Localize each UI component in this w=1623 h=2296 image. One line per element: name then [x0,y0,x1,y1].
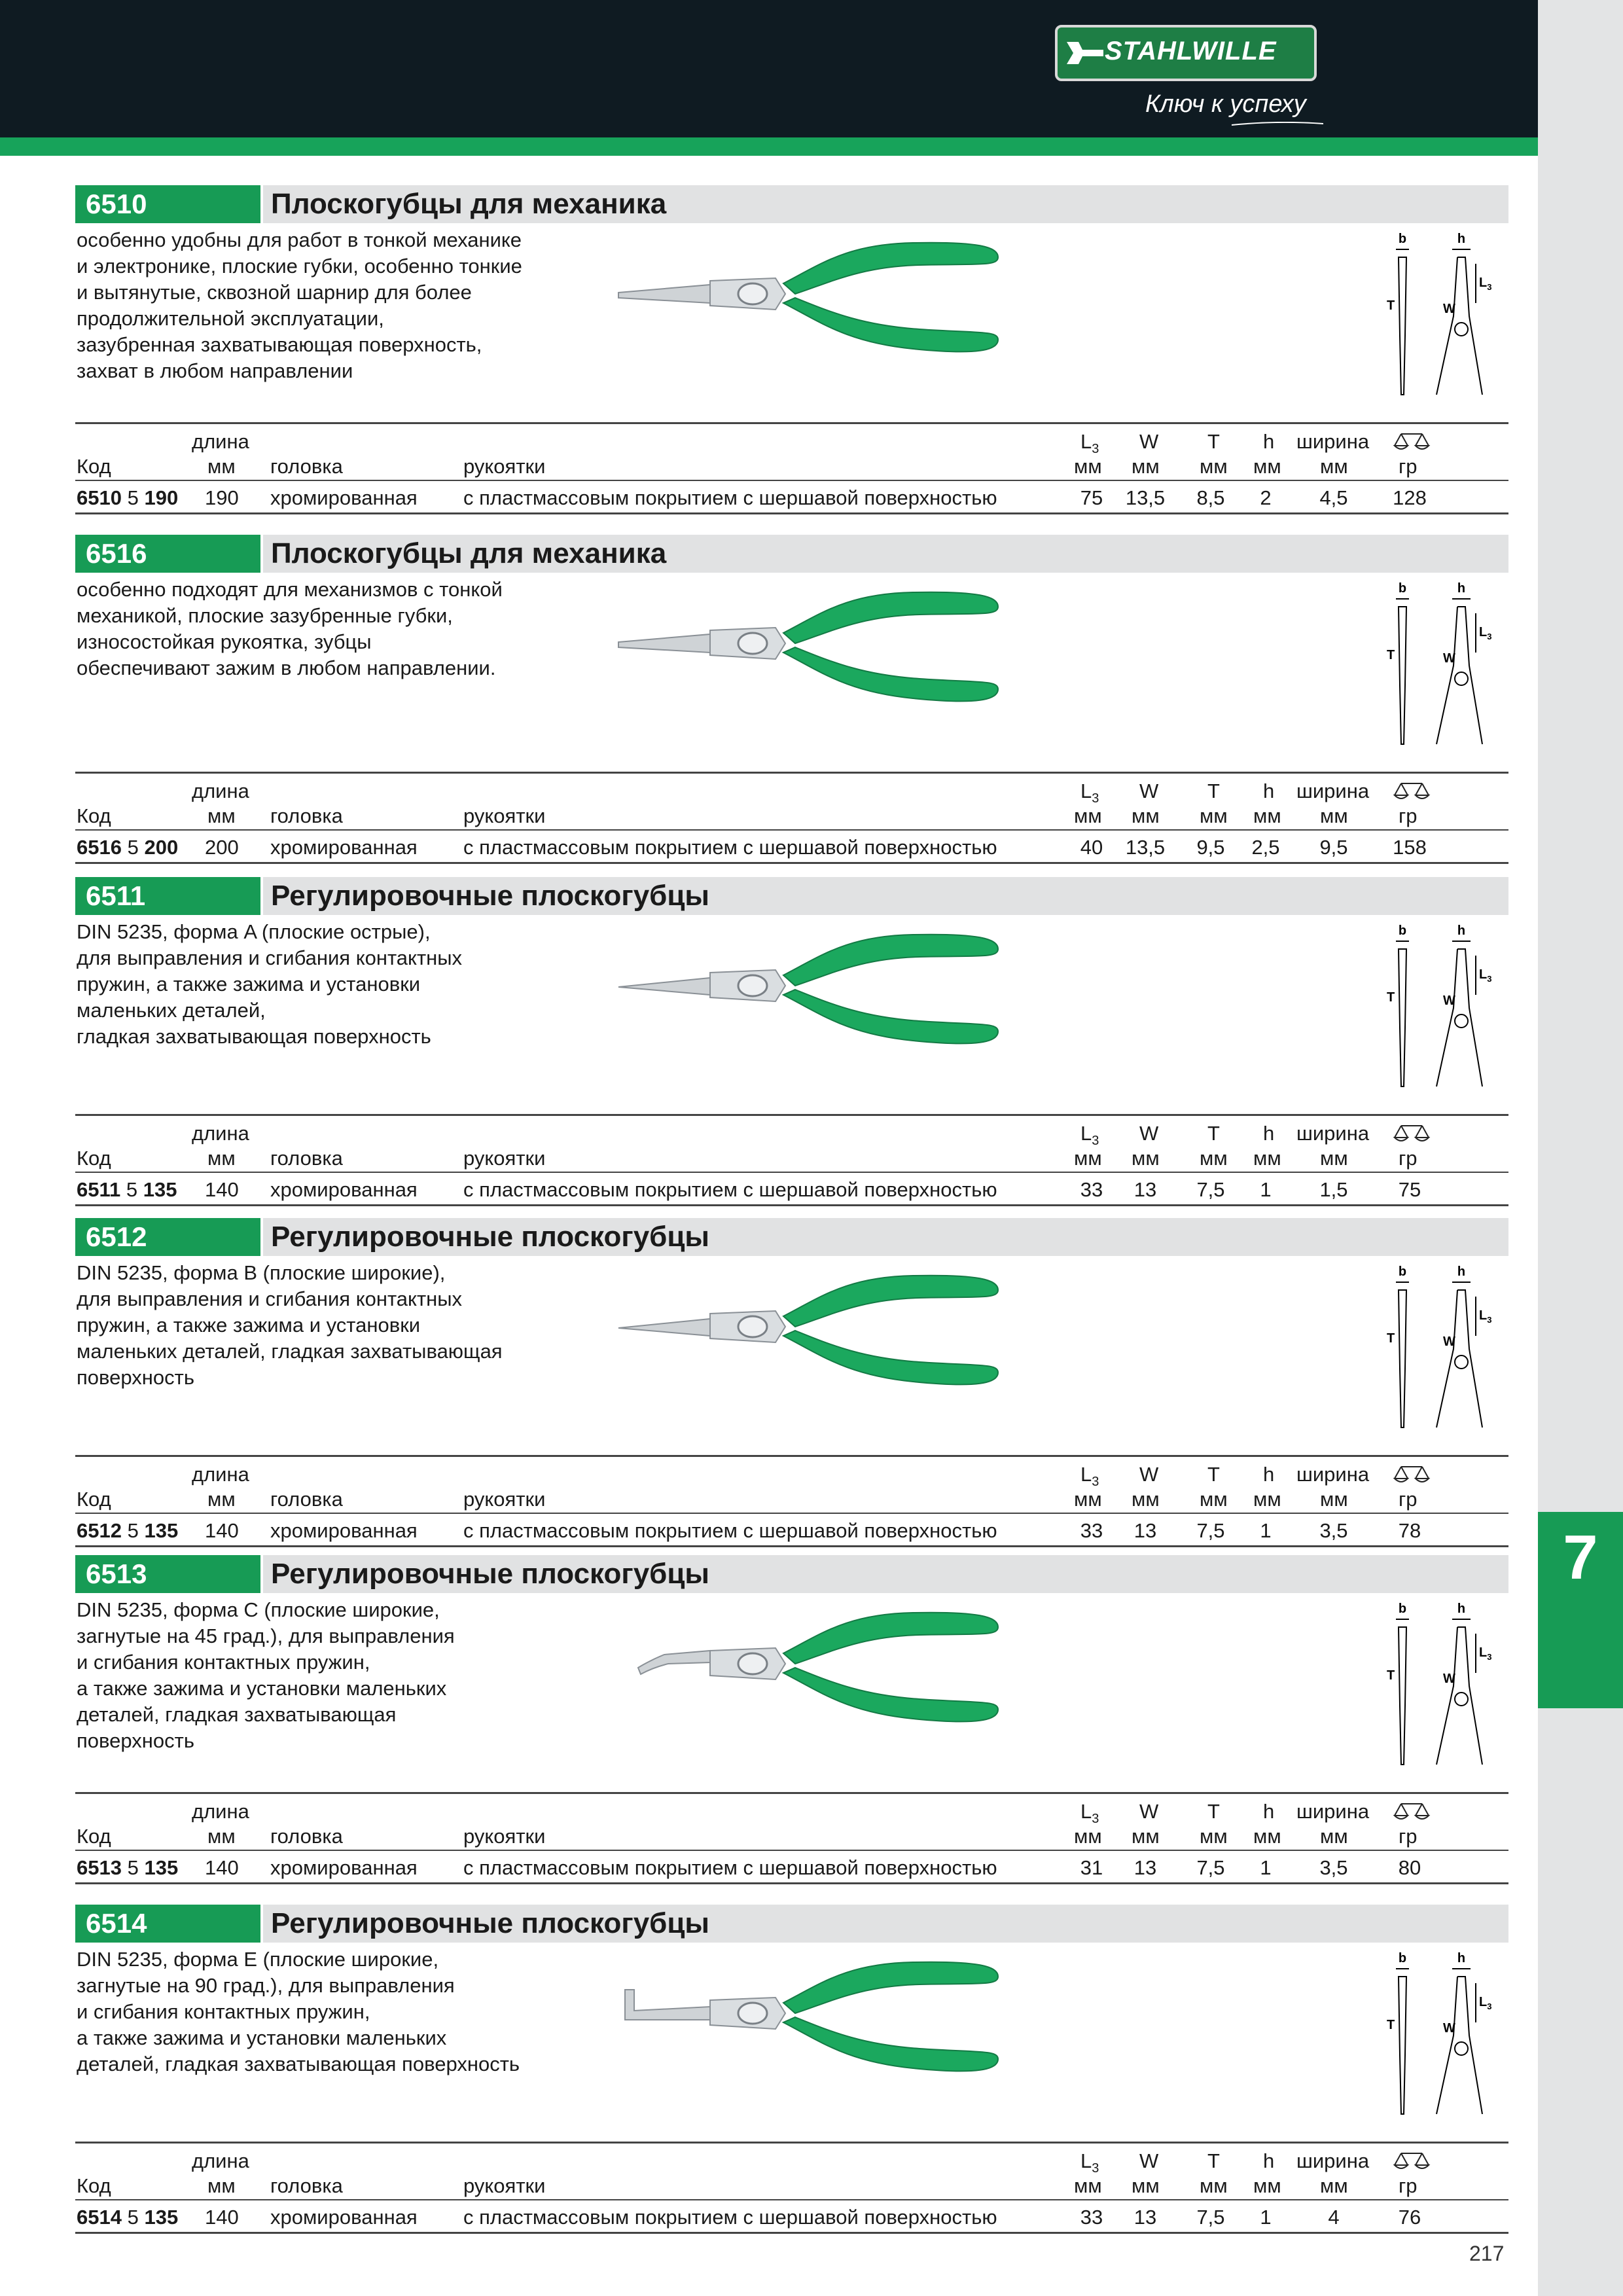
cell-length: 140 [205,1178,239,1201]
col-header-w: W [1139,780,1159,802]
description-line: DIN 5235, форма E (плоские широкие, [77,1948,439,1971]
col-header-width: ширина [1296,1800,1370,1823]
col-header-handles: рукоятки [463,1147,546,1170]
table-rule-top [75,422,1508,424]
brand-logo-text: STAHLWILLE [1105,37,1277,65]
wrench-icon [1064,35,1103,71]
svg-text:L3: $L_3$ [1479,1995,1492,2011]
table-rule-mid [75,829,1508,831]
col-header-w-unit: мм [1132,804,1160,827]
col-header-weight-unit: гр [1399,804,1418,827]
article-number[interactable]: 6514 5 135 [77,2206,179,2229]
cell-l3: 31 [1080,1856,1103,1879]
product-section-6511 [75,877,1508,1217]
page-number: 217 [1469,2242,1505,2265]
svg-text:b: b [1398,1602,1407,1616]
col-header-length: длина [192,780,249,802]
table-rule-mid [75,480,1508,481]
col-header-head: головка [270,1825,343,1848]
cell-h: 2 [1260,486,1272,509]
cell-h: 1 [1260,1856,1272,1879]
cell-width: 9,5 [1319,836,1348,859]
col-header-handles: рукоятки [463,804,546,827]
description-line: DIN 5235, форма C (плоские широкие, [77,1598,440,1621]
col-header-width-unit: мм [1320,804,1348,827]
col-header-h: h [1263,780,1275,802]
col-header-t-unit: мм [1200,1488,1228,1511]
col-header-w-unit: мм [1132,1488,1160,1511]
col-header-handles: рукоятки [463,455,546,478]
col-header-w-unit: мм [1132,1825,1160,1848]
pliers-image [612,1270,1070,1414]
section-title: Плоскогубцы для механика [263,535,1508,573]
col-header-l3: $L_3$ [1080,780,1099,806]
product-section-6510 [75,185,1508,526]
col-header-code: Код [77,455,111,478]
table-rule-mid [75,1513,1508,1514]
col-header-l3-unit: мм [1074,2174,1102,2197]
col-header-w: W [1139,1122,1159,1145]
dimension-diagram [1384,923,1502,1093]
col-header-h: h [1263,1122,1275,1145]
col-header-t: T [1207,1122,1220,1145]
svg-text:T: T [1387,298,1395,313]
description-line: для выправления и сгибания контактных [77,946,463,969]
col-header-h: h [1263,1800,1275,1823]
description-line: маленьких деталей, гладкая захватывающая [77,1340,503,1363]
description-line: пружин, а также зажима и установки [77,973,421,996]
col-header-l3-unit: мм [1074,1825,1102,1848]
cell-head: хромированная [270,1856,418,1879]
dimension-diagram [1384,1264,1502,1434]
section-code: 6510 [75,185,260,223]
article-number[interactable]: 6512 5 135 [77,1519,179,1542]
cell-length: 140 [205,1856,239,1879]
table-rule-bottom [75,1882,1508,1884]
cell-t: 7,5 [1196,1856,1225,1879]
cell-t: 8,5 [1196,486,1225,509]
cell-length: 140 [205,1519,239,1542]
col-header-width-unit: мм [1320,2174,1348,2197]
col-header-w-unit: мм [1132,455,1160,478]
description-line: пружин, а также зажима и установки [77,1314,421,1336]
cell-l3: 33 [1080,2206,1103,2229]
col-header-t-unit: мм [1200,1825,1228,1848]
product-section-6516 [75,535,1508,875]
col-header-weight-unit: гр [1399,1488,1418,1511]
cell-head: хромированная [270,1178,418,1201]
cell-weight: 78 [1398,1519,1421,1542]
cell-weight: 128 [1393,486,1427,509]
svg-text:T: T [1387,1668,1395,1683]
section-description [77,919,600,1050]
col-header-h-unit: мм [1253,2174,1281,2197]
description-line: и сгибания контактных пружин, [77,2000,370,2023]
col-header-length-unit: мм [207,455,236,478]
col-header-length-unit: мм [207,2174,236,2197]
description-line: DIN 5235, форма A (плоские острые), [77,920,431,943]
col-header-h-unit: мм [1253,455,1281,478]
description-line: особенно подходят для механизмов с тонкой [77,578,503,601]
col-header-w: W [1139,1800,1159,1823]
col-header-length-unit: мм [207,1825,236,1848]
col-header-length-unit: мм [207,804,236,827]
cell-width: 4,5 [1319,486,1348,509]
description-line: а также зажима и установки маленьких [77,1677,447,1700]
table-rule-mid [75,2199,1508,2200]
article-number[interactable]: 6511 5 135 [77,1178,177,1201]
dimension-diagram [1384,1601,1502,1771]
col-header-t: T [1207,2149,1220,2172]
description-line: поверхность [77,1729,194,1752]
col-header-weight [1392,1122,1431,1147]
col-header-code: Код [77,1488,111,1511]
table-rule-top [75,772,1508,774]
svg-text:b: b [1398,232,1407,246]
article-number[interactable]: 6516 5 200 [77,836,179,859]
pliers-image [612,1607,1070,1751]
svg-text:T: T [1387,990,1395,1005]
col-header-width-unit: мм [1320,1147,1348,1170]
section-description [77,577,600,681]
description-line: механикой, плоские зазубренные губки, [77,604,453,627]
col-header-code: Код [77,804,111,827]
svg-text:W: W [1443,302,1455,316]
svg-text:L3: $L_3$ [1479,625,1492,641]
description-line: гладкая захватывающая поверхность [77,1025,431,1048]
product-section-6512 [75,1218,1508,1558]
col-header-l3: $L_3$ [1080,430,1099,457]
svg-text:L3: $L_3$ [1479,1645,1492,1662]
col-header-t: T [1207,1800,1220,1823]
svg-text:b: b [1398,581,1407,596]
col-header-weight [1392,1463,1431,1488]
cell-t: 9,5 [1196,836,1225,859]
cell-l3: 33 [1080,1178,1103,1201]
col-header-code: Код [77,1147,111,1170]
pliers-image [612,1957,1070,2101]
svg-text:W: W [1443,994,1455,1008]
col-header-handles: рукоятки [463,2174,546,2197]
cell-width: 1,5 [1319,1178,1348,1201]
col-header-h: h [1263,2149,1275,2172]
col-header-h: h [1263,430,1275,453]
col-header-code: Код [77,1825,111,1848]
table-rule-bottom [75,512,1508,514]
col-header-weight [1392,430,1431,455]
cell-weight: 76 [1398,2206,1421,2229]
scale-icon [1392,1463,1431,1482]
col-header-l3-unit: мм [1074,1147,1102,1170]
cell-length: 140 [205,2206,239,2229]
col-header-weight-unit: гр [1399,455,1418,478]
svg-text:h: h [1457,1951,1466,1965]
cell-h: 1 [1260,1519,1272,1542]
description-line: и вытянутые, сквозной шарнир для более [77,281,472,304]
cell-weight: 75 [1398,1178,1421,1201]
cell-weight: 158 [1393,836,1427,859]
cell-handles: с пластмассовым покрытием с шершавой поверхностью [463,486,997,509]
svg-text:b: b [1398,924,1407,938]
col-header-width: ширина [1296,430,1370,453]
table-rule-mid [75,1850,1508,1851]
dimension-diagram [1384,581,1502,751]
brand-slogan: Ключ к успеху [1145,90,1306,118]
cell-width: 4 [1328,2206,1340,2229]
svg-text:W: W [1443,1335,1455,1349]
cell-w: 13 [1133,2206,1157,2229]
col-header-width-unit: мм [1320,455,1348,478]
svg-text:h: h [1457,924,1466,938]
col-header-handles: рукоятки [463,1488,546,1511]
cell-head: хромированная [270,486,418,509]
pliers-image [612,238,1070,382]
cell-w: 13 [1133,1178,1157,1201]
svg-text:h: h [1457,1602,1466,1616]
col-header-width: ширина [1296,780,1370,802]
right-margin-strip [1538,0,1623,2296]
description-line: и сгибания контактных пружин, [77,1651,370,1674]
col-header-w-unit: мм [1132,1147,1160,1170]
cell-w: 13,5 [1125,836,1166,859]
section-description [77,1597,600,1754]
svg-text:W: W [1443,651,1455,666]
cell-w: 13,5 [1125,486,1166,509]
description-line: а также зажима и установки маленьких [77,2026,447,2049]
section-description [77,1946,600,2077]
cell-handles: с пластмассовым покрытием с шершавой поверхностью [463,836,997,859]
col-header-length: длина [192,430,249,453]
cell-handles: с пластмассовым покрытием с шершавой поверхностью [463,1856,997,1879]
col-header-head: головка [270,1147,343,1170]
description-line: DIN 5235, форма B (плоские широкие), [77,1261,446,1284]
section-code: 6511 [75,877,260,915]
cell-width: 3,5 [1319,1519,1348,1542]
dimension-diagram [1384,231,1502,401]
col-header-width-unit: мм [1320,1488,1348,1511]
header-green-stripe [0,137,1538,156]
col-header-w-unit: мм [1132,2174,1160,2197]
cell-handles: с пластмассовым покрытием с шершавой поверхностью [463,1519,997,1542]
product-section-6514 [75,1905,1508,2245]
col-header-h-unit: мм [1253,1488,1281,1511]
slogan-swoosh [1232,122,1323,126]
col-header-weight [1392,780,1431,804]
col-header-width-unit: мм [1320,1825,1348,1848]
cell-handles: с пластмассовым покрытием с шершавой поверхностью [463,1178,997,1201]
col-header-w: W [1139,1463,1159,1486]
col-header-t: T [1207,1463,1220,1486]
col-header-handles: рукоятки [463,1825,546,1848]
product-section-6513 [75,1555,1508,1895]
chapter-tab[interactable]: 7 [1538,1512,1623,1708]
col-header-length: длина [192,1800,249,1823]
col-header-l3: $L_3$ [1080,2149,1099,2176]
svg-text:T: T [1387,2018,1395,2032]
col-header-t-unit: мм [1200,1147,1228,1170]
description-line: деталей, гладкая захватывающая поверхность [77,2053,520,2075]
col-header-code: Код [77,2174,111,2197]
col-header-l3: $L_3$ [1080,1800,1099,1827]
cell-weight: 80 [1398,1856,1421,1879]
svg-text:T: T [1387,1331,1395,1346]
col-header-h-unit: мм [1253,1147,1281,1170]
col-header-l3: $L_3$ [1080,1463,1099,1490]
article-number[interactable]: 6510 5 190 [77,486,179,509]
svg-text:h: h [1457,232,1466,246]
section-title: Регулировочные плоскогубцы [263,877,1508,915]
cell-length: 190 [205,486,239,509]
col-header-width: ширина [1296,1122,1370,1145]
section-description [77,1260,600,1391]
svg-text:L3: $L_3$ [1479,276,1492,292]
cell-t: 7,5 [1196,1519,1225,1542]
col-header-head: головка [270,804,343,827]
brand-logo [1055,25,1317,81]
col-header-weight-unit: гр [1399,1147,1418,1170]
table-rule-top [75,2142,1508,2144]
scale-icon [1392,2149,1431,2169]
col-header-weight-unit: гр [1399,1825,1418,1848]
col-header-weight [1392,1800,1431,1825]
svg-text:b: b [1398,1951,1407,1965]
cell-l3: 40 [1080,836,1103,859]
section-title: Регулировочные плоскогубцы [263,1218,1508,1256]
article-number[interactable]: 6513 5 135 [77,1856,179,1879]
table-rule-top [75,1455,1508,1457]
cell-width: 3,5 [1319,1856,1348,1879]
cell-l3: 33 [1080,1519,1103,1542]
cell-l3: 75 [1080,486,1103,509]
col-header-length: длина [192,1122,249,1145]
section-title: Регулировочные плоскогубцы [263,1555,1508,1593]
description-line: обеспечивают зажим в любом направлении. [77,656,496,679]
section-code: 6516 [75,535,260,573]
scale-icon [1392,780,1431,799]
section-code: 6514 [75,1905,260,1943]
table-rule-bottom [75,1545,1508,1547]
cell-h: 1 [1260,2206,1272,2229]
col-header-t: T [1207,430,1220,453]
cell-length: 200 [205,836,239,859]
col-header-head: головка [270,455,343,478]
svg-text:T: T [1387,648,1395,662]
cell-head: хромированная [270,2206,418,2229]
svg-text:W: W [1443,2021,1455,2036]
col-header-h-unit: мм [1253,804,1281,827]
cell-head: хромированная [270,836,418,859]
cell-handles: с пластмассовым покрытием с шершавой поверхностью [463,2206,997,2229]
pliers-image [612,929,1070,1073]
cell-t: 7,5 [1196,2206,1225,2229]
description-line: износостойкая рукоятка, зубцы [77,630,372,653]
col-header-h-unit: мм [1253,1825,1281,1848]
col-header-w: W [1139,430,1159,453]
col-header-weight-unit: гр [1399,2174,1418,2197]
pliers-image [612,587,1070,731]
col-header-t-unit: мм [1200,2174,1228,2197]
table-rule-top [75,1114,1508,1116]
section-code: 6513 [75,1555,260,1593]
col-header-t-unit: мм [1200,804,1228,827]
table-rule-bottom [75,862,1508,864]
description-line: зазубренная захватывающая поверхность, [77,333,482,356]
description-line: и электронике, плоские губки, особенно тонкие [77,255,522,278]
scale-icon [1392,1122,1431,1141]
col-header-weight [1392,2149,1431,2174]
description-line: продолжительной эксплуатации, [77,307,384,330]
description-line: деталей, гладкая захватывающая [77,1703,397,1726]
cell-head: хромированная [270,1519,418,1542]
col-header-h: h [1263,1463,1275,1486]
col-header-length-unit: мм [207,1147,236,1170]
svg-text:W: W [1443,1672,1455,1686]
col-header-w: W [1139,2149,1159,2172]
description-line: захват в любом направлении [77,359,353,382]
col-header-length-unit: мм [207,1488,236,1511]
description-line: маленьких деталей, [77,999,266,1022]
svg-text:h: h [1457,581,1466,596]
section-code: 6512 [75,1218,260,1256]
dimension-diagram [1384,1950,1502,2121]
col-header-head: головка [270,2174,343,2197]
col-header-l3-unit: мм [1074,804,1102,827]
description-line: особенно удобны для работ в тонкой механике [77,228,522,251]
col-header-l3-unit: мм [1074,455,1102,478]
svg-text:L3: $L_3$ [1479,1308,1492,1325]
col-header-l3-unit: мм [1074,1488,1102,1511]
col-header-t-unit: мм [1200,455,1228,478]
cell-h: 2,5 [1251,836,1280,859]
table-rule-mid [75,1172,1508,1173]
col-header-length: длина [192,1463,249,1486]
cell-h: 1 [1260,1178,1272,1201]
col-header-width: ширина [1296,1463,1370,1486]
cell-t: 7,5 [1196,1178,1225,1201]
section-description [77,227,600,384]
cell-w: 13 [1133,1519,1157,1542]
description-line: загнутые на 90 град.), для выправления [77,1974,455,1997]
description-line: поверхность [77,1366,194,1389]
description-line: для выправления и сгибания контактных [77,1287,463,1310]
col-header-l3: $L_3$ [1080,1122,1099,1149]
col-header-head: головка [270,1488,343,1511]
table-rule-bottom [75,2232,1508,2234]
col-header-width: ширина [1296,2149,1370,2172]
col-header-length: длина [192,2149,249,2172]
section-title: Регулировочные плоскогубцы [263,1905,1508,1943]
scale-icon [1392,430,1431,450]
scale-icon [1392,1800,1431,1820]
svg-text:h: h [1457,1265,1466,1279]
section-title: Плоскогубцы для механика [263,185,1508,223]
svg-text:b: b [1398,1265,1407,1279]
description-line: загнутые на 45 град.), для выправления [77,1624,455,1647]
cell-w: 13 [1133,1856,1157,1879]
table-rule-bottom [75,1204,1508,1206]
table-rule-top [75,1792,1508,1794]
col-header-t: T [1207,780,1220,802]
svg-text:L3: $L_3$ [1479,967,1492,984]
